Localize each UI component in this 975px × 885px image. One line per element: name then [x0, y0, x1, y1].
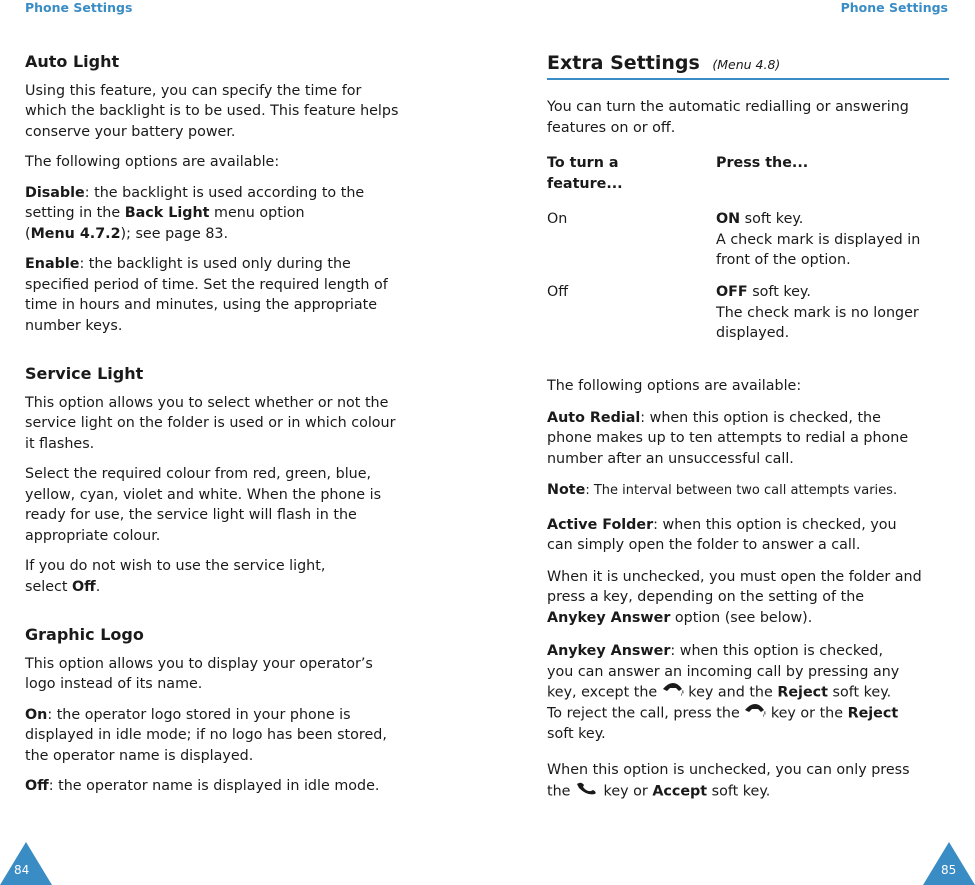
table-row	[547, 282, 949, 355]
send-key-icon	[575, 781, 599, 802]
running-header-right: Phone Settings	[840, 0, 948, 15]
auto-light-heading: Auto Light	[25, 52, 120, 71]
graphic-logo-heading: Graphic Logo	[25, 625, 144, 644]
active-folder-option: Active Folder: when this option is checked, you can simply open the folder to answer a call.	[547, 516, 897, 553]
left-page-content	[25, 52, 445, 797]
auto-light-intro: Using this feature, you can specify the time for which the backlight is to be used. This feature helps conserve your battery power.	[25, 82, 399, 140]
table-header-feature: To turn a feature...	[547, 155, 623, 192]
disable-option: Disable: the backlight is used according to the setting in the Back Light menu option (Menu 4.7.2); see page 83.	[25, 184, 365, 242]
enable-option: Enable: the backlight is used only during the specified period of time. Set the required length of time in hours and minutes, using the appropriate number keys.	[25, 256, 388, 334]
end-power-key-icon	[662, 682, 684, 703]
on-option: On: the operator logo stored in your phone is displayed in idle mode; if no logo has been stored, the operator name is displayed.	[25, 706, 387, 764]
auto-light-options-text: The following options are available:	[25, 154, 280, 170]
svg-text:/⏻: /	[680, 689, 684, 696]
svg-text:/⏻: /	[763, 709, 766, 717]
service-light-p1: This option allows you to select whether or not the service light on the folder is used or in which colour it flashes.	[25, 394, 396, 452]
table-cell-feature: On	[547, 211, 568, 227]
options-text: The following options are available:	[547, 378, 802, 394]
table-cell-action: ON soft key. A check mark is displayed in front of the option.	[716, 211, 921, 268]
table-header-press: Press the...	[716, 155, 809, 171]
table-row	[547, 209, 949, 282]
page-number-right: 85	[941, 863, 957, 877]
table-cell-action: OFF soft key. The check mark is no longer displayed.	[716, 284, 919, 341]
graphic-logo-p1: This option allows you to display your operator’s logo instead of its name.	[25, 655, 373, 692]
extra-settings-title: Extra Settings	[547, 52, 700, 74]
table-cell-feature: Off	[547, 284, 569, 300]
right-page-options	[547, 376, 957, 801]
service-light-heading: Service Light	[25, 364, 144, 383]
table-header-row	[547, 153, 949, 199]
note: Note: The interval between two call attempts varies.	[547, 482, 898, 498]
auto-redial-option: Auto Redial: when this option is checked, the phone makes up to ten attempts to redial a phone number after an unsuccessful call.	[547, 409, 909, 467]
right-page-body	[547, 97, 949, 138]
settings-table	[547, 153, 949, 355]
page-number-left: 84	[14, 863, 30, 877]
off-option: Off: the operator name is displayed in idle mode.	[25, 778, 380, 794]
service-light-p2: Select the required colour from red, green, blue, yellow, cyan, violet and white. When the phone is ready for use, the service light will flash in the appropriate colour.	[25, 466, 382, 544]
anykey-answer-unchecked: When this option is unchecked, you can only press the key or Accept soft key.	[547, 760, 957, 801]
anykey-answer-option: Anykey Answer: when this option is checked, you can answer an incoming call by pressing any key, except the / key and the Reject soft key. To reject the call, press the / key or the Reject soft key.	[547, 643, 900, 742]
extra-settings-intro: You can turn the automatic redialling or answering features on or off.	[547, 99, 909, 136]
title-underline	[547, 78, 949, 80]
end-power-key-icon	[744, 703, 766, 724]
menu-reference: (Menu 4.8)	[712, 57, 781, 72]
active-folder-unchecked: When it is unchecked, you must open the folder and press a key, depending on the setting of the Anykey Answer option (see below).	[547, 568, 922, 626]
right-page-content	[547, 50, 949, 78]
service-light-p3: If you do not wish to use the service light, select Off.	[25, 558, 326, 595]
running-header-left: Phone Settings	[25, 0, 133, 15]
extra-settings-title-row	[547, 50, 949, 78]
